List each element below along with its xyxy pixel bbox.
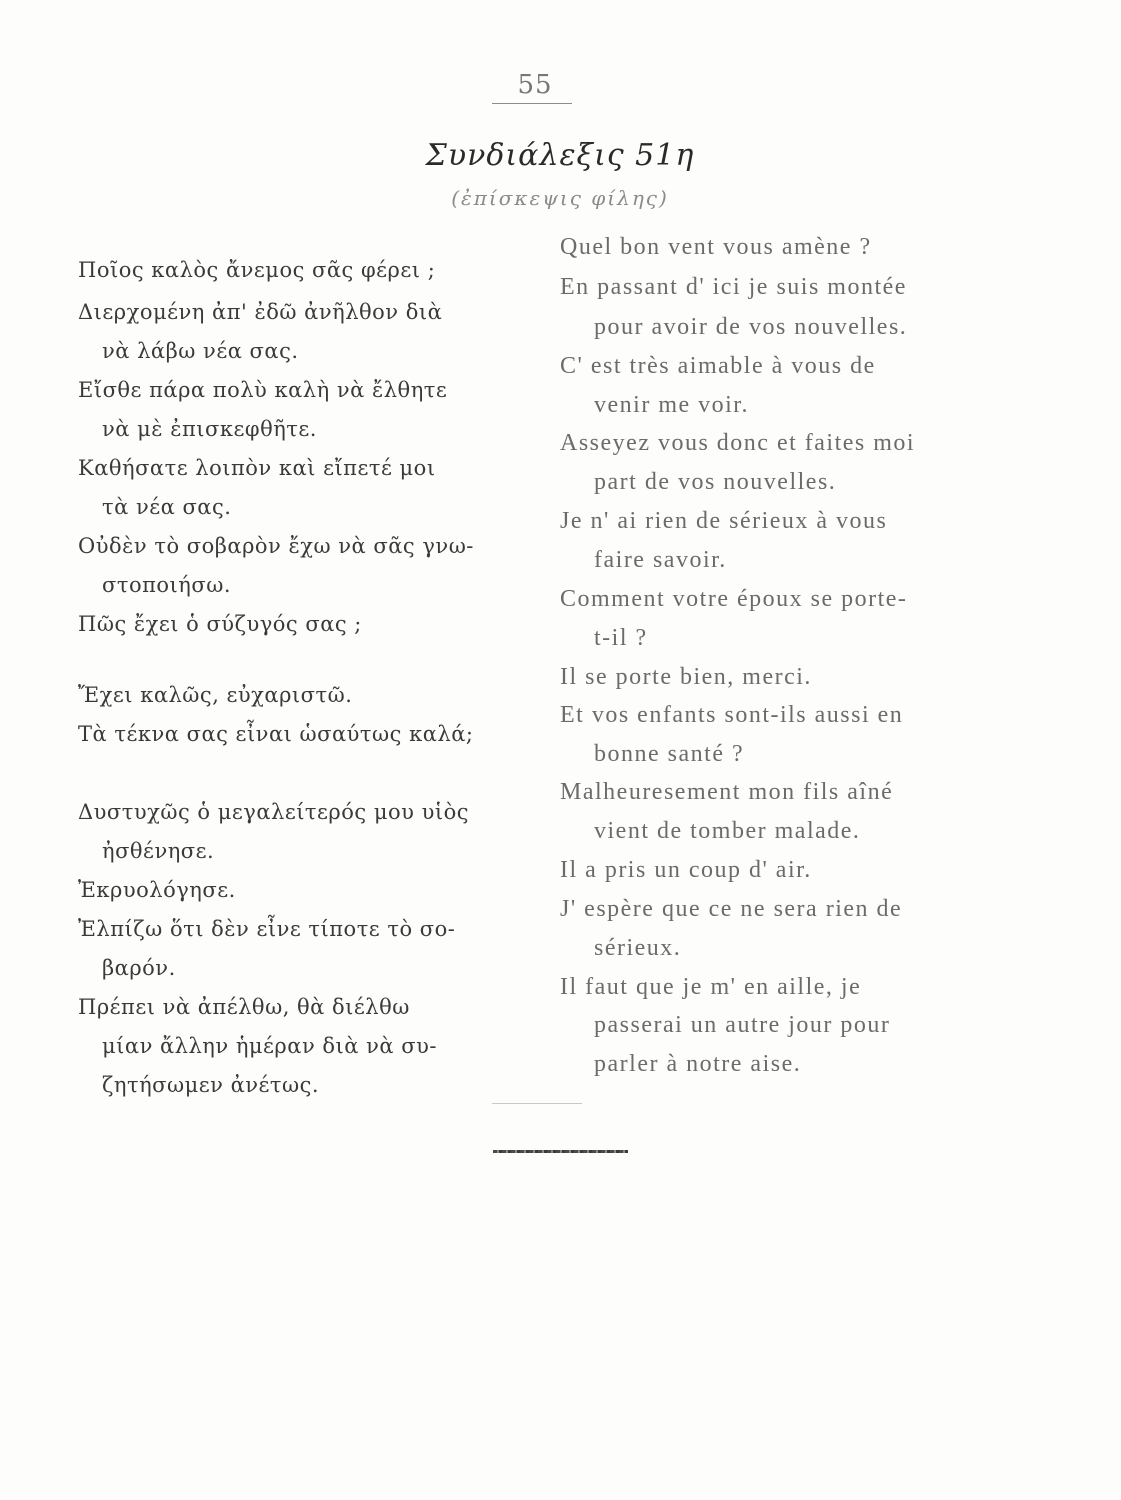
greek-line: Πῶς ἔχει ὁ σύζυγός σας ;	[78, 612, 362, 636]
greek-line: νὰ λάβω νέα σας.	[102, 339, 299, 363]
greek-line: Οὐδὲν τὸ σοβαρὸν ἔχω νὰ σᾶς γνω-	[78, 534, 474, 558]
french-line: t-il ?	[594, 625, 648, 651]
french-line: Il a pris un coup d' air.	[560, 857, 812, 883]
greek-line: Τὰ τέκνα σας εἶναι ὡσαύτως καλά;	[78, 722, 474, 746]
french-line: Quel bon vent vous amène ?	[560, 234, 872, 260]
greek-line: Εἴσθε πάρα πολὺ καλὴ νὰ ἔλθητε	[78, 378, 448, 402]
french-line: vient de tomber malade.	[594, 818, 861, 844]
ornamental-divider	[493, 1150, 628, 1153]
french-line: part de vos nouvelles.	[594, 469, 837, 495]
french-line: Asseyez vous donc et faites moi	[560, 430, 916, 456]
greek-line: ζητήσωμεν ἀνέτως.	[102, 1073, 320, 1097]
greek-line: νὰ μὲ ἐπισκεφθῆτε.	[102, 417, 317, 441]
greek-line: Διερχομένη ἀπ' ἐδῶ ἀνῆλθον διὰ	[78, 300, 443, 324]
french-line: Il faut que je m' en aille, je	[560, 974, 862, 1000]
french-line: Il se porte bien, merci.	[560, 664, 812, 690]
page-number: 55	[517, 70, 553, 100]
dialogue-title: Συνδιάλεξις 51η	[425, 138, 695, 173]
greek-line: Καθήσατε λοιπὸν καὶ εἴπετέ μοι	[78, 456, 436, 480]
greek-line: Ποῖος καλὸς ἄνεμος σᾶς φέρει ;	[78, 258, 436, 282]
greek-line: Πρέπει νὰ ἀπέλθω, θὰ διέλθω	[78, 995, 410, 1019]
french-line: parler à notre aise.	[594, 1051, 802, 1077]
french-line: sérieux.	[594, 935, 682, 961]
greek-line: βαρόν.	[102, 956, 176, 980]
greek-line: Ἔχει καλῶς, εὐχαριστῶ.	[78, 683, 353, 707]
french-line: faire savoir.	[594, 547, 727, 573]
french-line: Malheuresement mon fils aîné	[560, 779, 894, 805]
greek-line: Δυστυχῶς ὁ μεγαλείτερός μου υἱὸς	[78, 800, 469, 824]
french-line: bonne santé ?	[594, 741, 745, 767]
french-line: C' est très aimable à vous de	[560, 353, 876, 379]
greek-line: ἠσθένησε.	[102, 839, 215, 863]
page-number-rule	[492, 103, 572, 104]
french-line: Comment votre époux se porte-	[560, 586, 908, 612]
greek-line: Ἐκρυολόγησε.	[78, 878, 236, 902]
french-line: J' espère que ce ne sera rien de	[560, 896, 903, 922]
french-line: pour avoir de vos nouvelles.	[594, 314, 908, 340]
french-line: En passant d' ici je suis montée	[560, 274, 907, 300]
greek-line: Ἐλπίζω ὅτι δὲν εἶνε τίποτε τὸ σο-	[78, 917, 456, 941]
french-line: passerai un autre jour pour	[594, 1012, 891, 1038]
french-line: Je n' ai rien de sérieux à vous	[560, 508, 888, 534]
french-line: Et vos enfants sont-ils aussi en	[560, 702, 904, 728]
greek-line: μίαν ἄλλην ἡμέραν διὰ νὰ συ-	[102, 1034, 437, 1058]
section-end-rule	[492, 1103, 582, 1104]
french-line: venir me voir.	[594, 392, 749, 418]
greek-line: στοποιήσω.	[102, 573, 231, 597]
dialogue-subtitle: (ἐπίσκεψις φίλης)	[451, 186, 669, 210]
greek-line: τὰ νέα σας.	[102, 495, 232, 519]
